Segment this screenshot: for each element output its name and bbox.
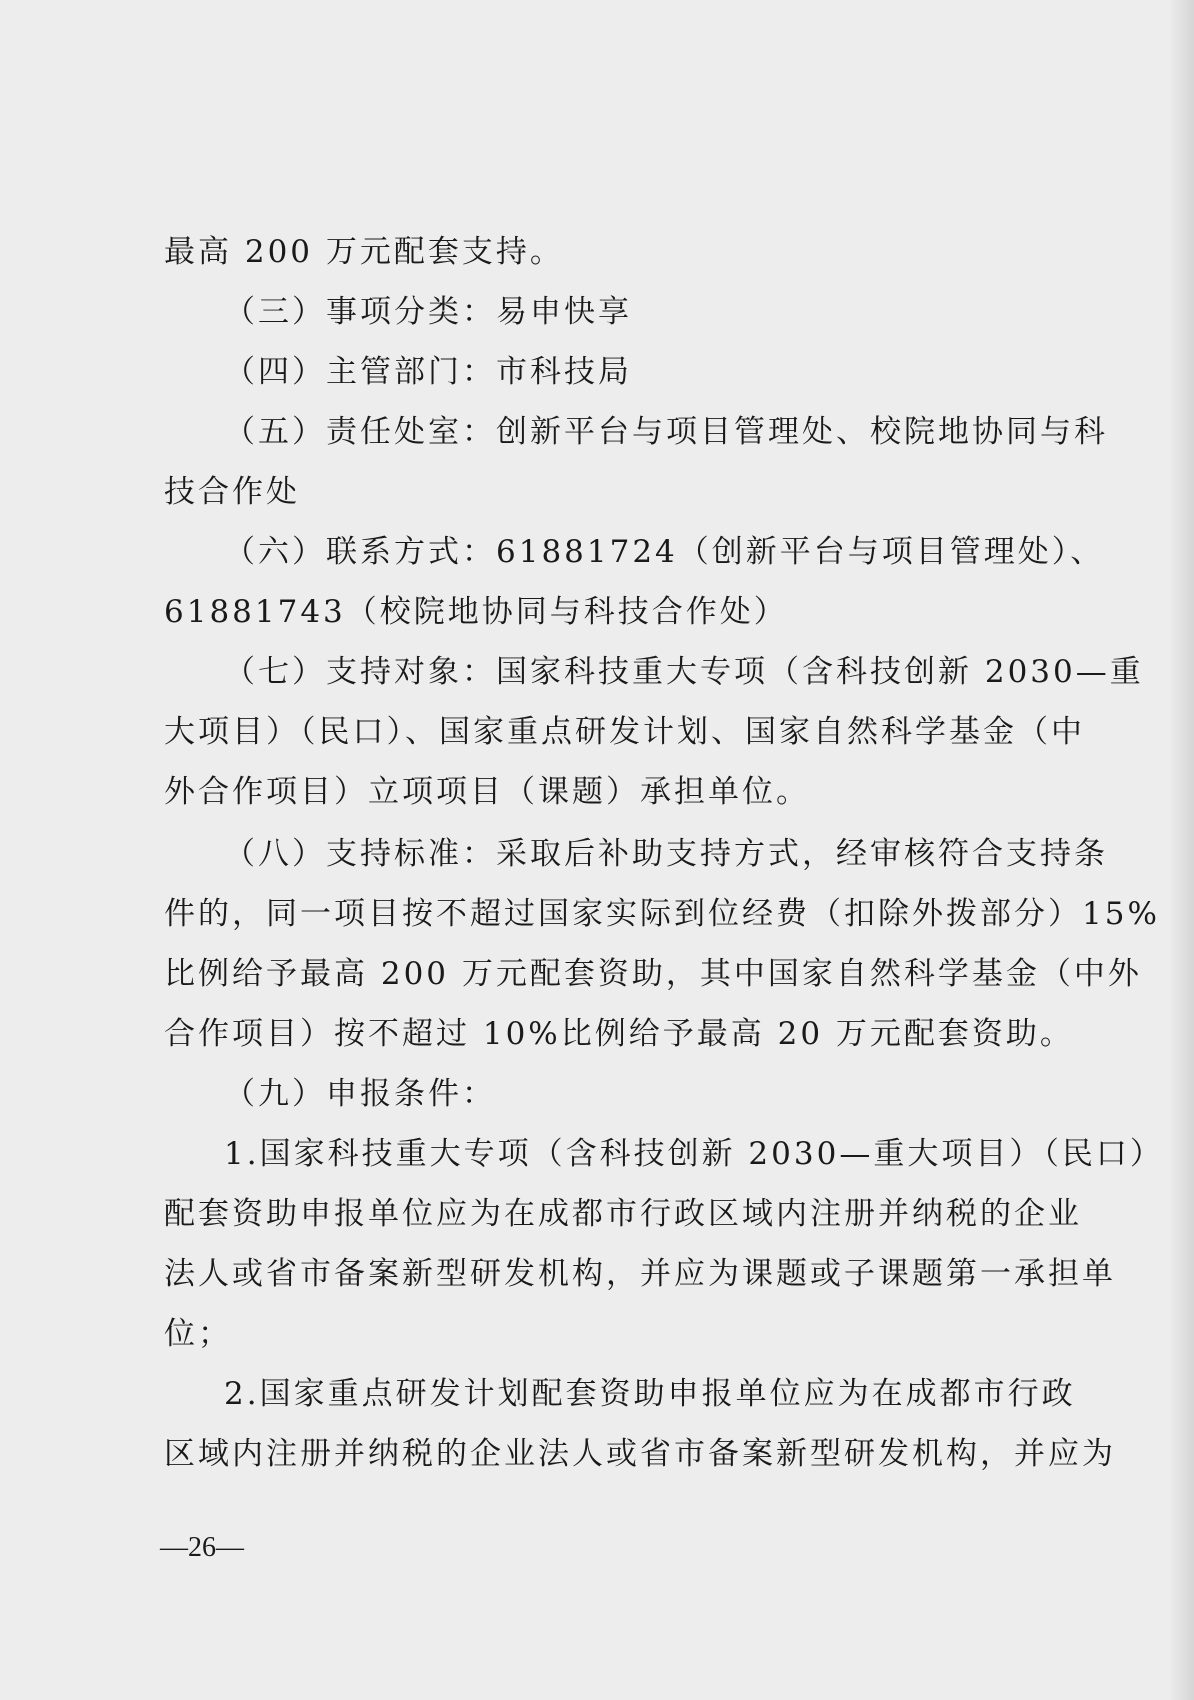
section-eight-standard: （八）支持标准：采取后补助支持方式，经审核符合支持条 xyxy=(224,836,1108,872)
paragraph-line: 合作项目）按不超过 10%比例给予最高 20 万元配套资助。 xyxy=(164,1016,1074,1052)
section-five-office: （五）责任处室：创新平台与项目管理处、校院地协同与科 xyxy=(224,414,1108,450)
page-number: —26— xyxy=(160,1532,244,1563)
paragraph-line: 配套资助申报单位应为在成都市行政区域内注册并纳税的企业 xyxy=(164,1196,1082,1232)
paragraph-line: 61881743（校院地协同与科技合作处） xyxy=(164,594,788,630)
paragraph-line: 外合作项目）立项项目（课题）承担单位。 xyxy=(164,774,810,810)
paragraph-line: 区域内注册并纳税的企业法人或省市备案新型研发机构，并应为 xyxy=(164,1436,1116,1472)
paragraph-line: 大项目）（民口）、国家重点研发计划、国家自然科学基金（中 xyxy=(164,714,1085,750)
paragraph-line: 件的，同一项目按不超过国家实际到位经费（扣除外拨部分）15% xyxy=(164,896,1160,932)
section-nine-conditions: （九）申报条件： xyxy=(224,1076,496,1112)
paragraph-line: 最高 200 万元配套支持。 xyxy=(164,234,564,270)
paragraph-line: 法人或省市备案新型研发机构，并应为课题或子课题第一承担单 xyxy=(164,1256,1116,1292)
condition-item-2: 2.国家重点研发计划配套资助申报单位应为在成都市行政 xyxy=(224,1376,1076,1412)
section-six-contact: （六）联系方式：61881724（创新平台与项目管理处）、 xyxy=(224,534,1105,570)
section-three-category: （三）事项分类：易申快享 xyxy=(224,294,632,330)
paragraph-line: 技合作处 xyxy=(164,474,300,510)
section-seven-target: （七）支持对象：国家科技重大专项（含科技创新 2030—重 xyxy=(224,654,1144,690)
scan-edge-shadow xyxy=(1168,0,1194,1700)
paragraph-line: 比例给予最高 200 万元配套资助，其中国家自然科学基金（中外 xyxy=(164,956,1142,992)
section-four-department: （四）主管部门：市科技局 xyxy=(224,354,632,390)
condition-item-1: 1.国家科技重大专项（含科技创新 2030—重大项目）（民口） xyxy=(224,1136,1164,1172)
paragraph-line: 位； xyxy=(164,1316,232,1352)
